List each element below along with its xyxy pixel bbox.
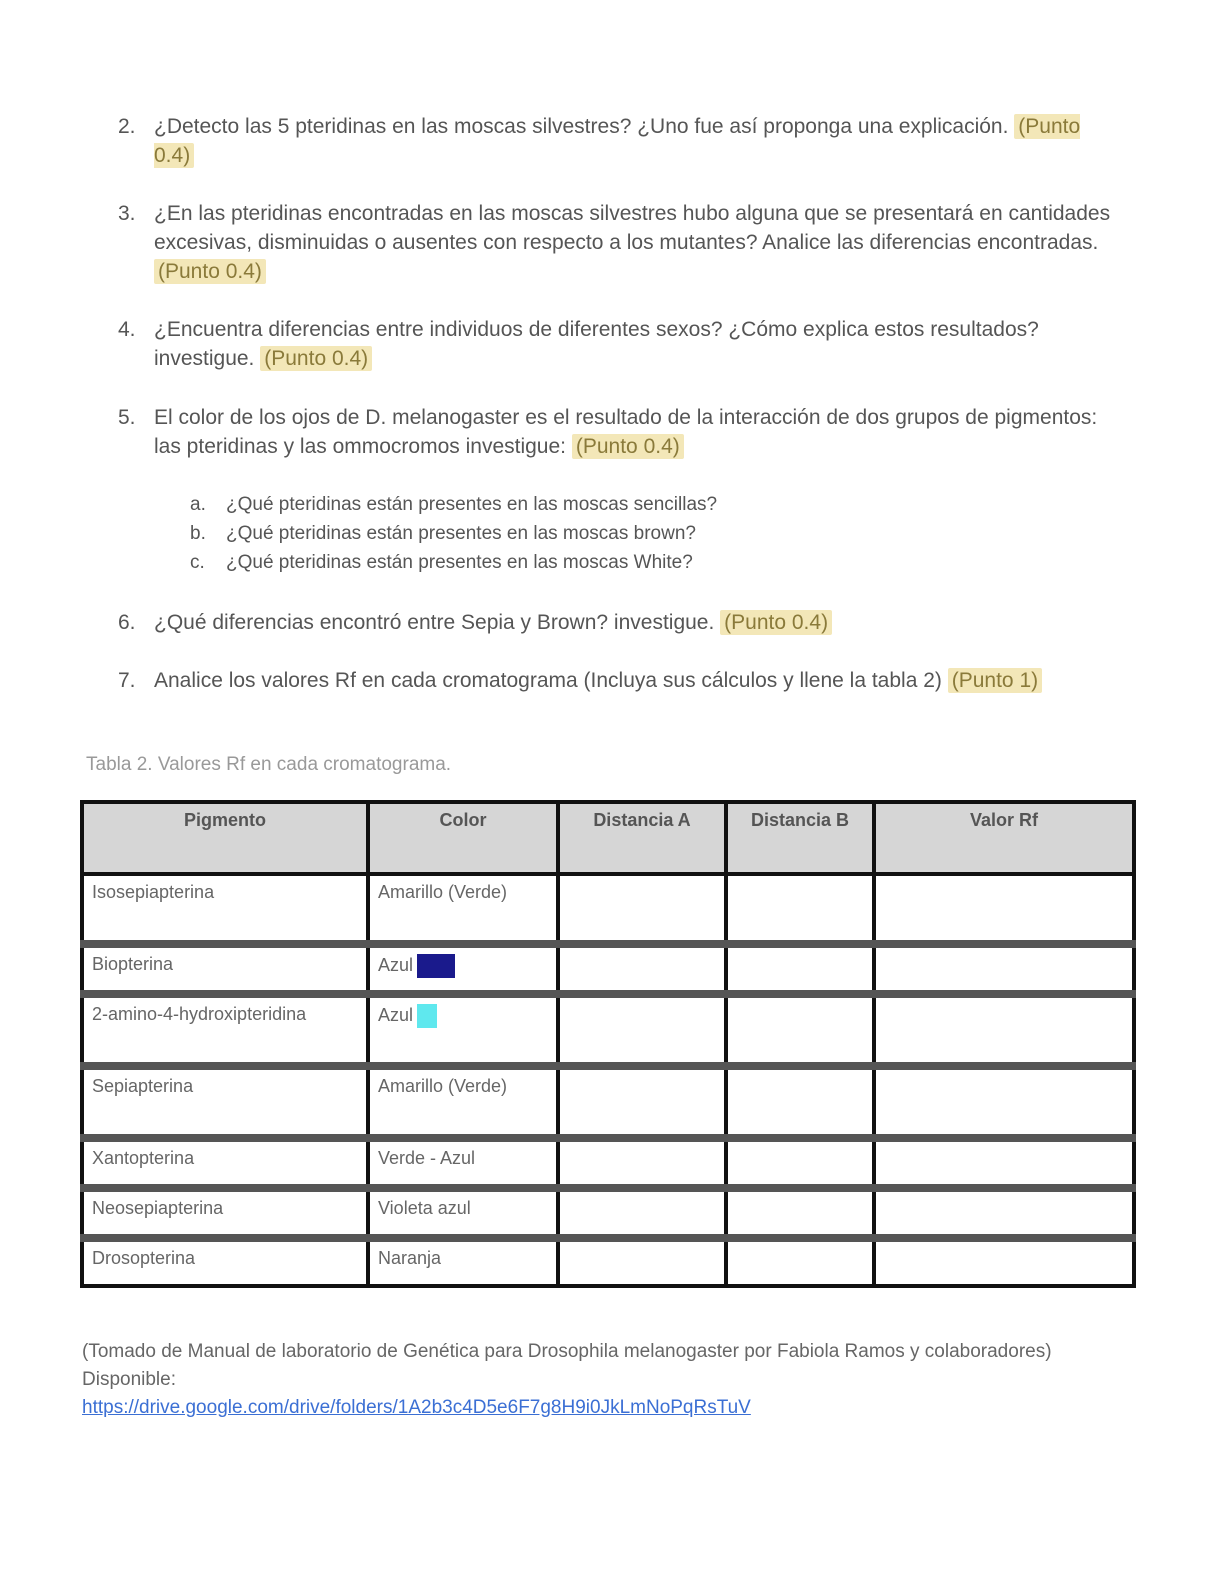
- question-6: [118, 608, 1118, 637]
- subitem-a: [190, 490, 890, 519]
- question-text: ¿Qué diferencias encontró entre Sepia y Brown? investigue.: [154, 611, 715, 634]
- distance-b-cell[interactable]: [726, 874, 874, 944]
- rf-value-cell[interactable]: [874, 874, 1134, 944]
- pigment-cell: Sepiapterina: [82, 1066, 368, 1138]
- points-tag: (Punto 0.4): [572, 434, 684, 459]
- table-row: [82, 1238, 1134, 1286]
- distance-b-cell[interactable]: [726, 1238, 874, 1286]
- color-swatch: [417, 954, 455, 978]
- source-note: [82, 1338, 1082, 1422]
- question-number: 3.: [118, 202, 136, 225]
- points-tag: (Punto 0.4): [260, 346, 372, 371]
- subitem-letter: a.: [190, 494, 206, 515]
- question-number: 7.: [118, 669, 136, 692]
- subitem-c: [190, 548, 890, 577]
- color-cell: Naranja: [368, 1238, 558, 1286]
- pigment-cell: Biopterina: [82, 944, 368, 994]
- table-header-row: [82, 802, 1134, 874]
- pigment-cell: Xantopterina: [82, 1138, 368, 1188]
- rf-value-cell[interactable]: [874, 1138, 1134, 1188]
- points-tag: (Punto 0.4): [154, 259, 266, 284]
- distance-a-cell[interactable]: [558, 1066, 726, 1138]
- color-cell: Amarillo (Verde): [368, 874, 558, 944]
- points-tag: (Punto 1): [948, 668, 1042, 693]
- header-color: Color: [368, 802, 558, 874]
- color-cell: Amarillo (Verde): [368, 1066, 558, 1138]
- distance-b-cell[interactable]: [726, 1138, 874, 1188]
- table-row: [82, 874, 1134, 944]
- source-citation: (Tomado de Manual de laboratorio de Genética para Drosophila melanogaster por Fabiola Ramos y colaboradores): [82, 1341, 1052, 1362]
- table-row: [82, 1066, 1134, 1138]
- header-distance-b: Distancia B: [726, 802, 874, 874]
- points-tag: (Punto 0.4): [154, 115, 1081, 167]
- distance-a-cell[interactable]: [558, 994, 726, 1066]
- question-text: ¿En las pteridinas encontradas en las moscas silvestres hubo alguna que se presentará en cantidades excesivas, disminuidas o ausentes con respecto a los mutantes? Analice las diferencias encontradas.: [154, 202, 1111, 254]
- distance-a-cell[interactable]: [558, 944, 726, 994]
- distance-a-cell[interactable]: [558, 1138, 726, 1188]
- distance-a-cell[interactable]: [558, 874, 726, 944]
- header-pigment: Pigmento: [82, 802, 368, 874]
- source-link[interactable]: https://drive.google.com/drive/folders/1A2b3c4D5e6F7g8H9i0JkLmNoPqRsTuV: [82, 1397, 751, 1418]
- table-row: [82, 944, 1134, 994]
- table-row: [82, 994, 1134, 1066]
- pigment-cell: Drosopterina: [82, 1238, 368, 1286]
- points-tag: (Punto 0.4): [720, 610, 832, 635]
- question-number: 6.: [118, 611, 136, 634]
- question-text: Analice los valores Rf en cada cromatograma (Incluya sus cálculos y llene la tabla 2): [154, 669, 942, 692]
- distance-b-cell[interactable]: [726, 1188, 874, 1238]
- color-cell: Violeta azul: [368, 1188, 558, 1238]
- distance-a-cell[interactable]: [558, 1238, 726, 1286]
- pigment-table: [80, 800, 1136, 1288]
- rf-value-cell[interactable]: [874, 944, 1134, 994]
- question-5: [118, 403, 1118, 461]
- question-2: [118, 112, 1118, 170]
- header-distance-a: Distancia A: [558, 802, 726, 874]
- question-text: ¿Encuentra diferencias entre individuos de diferentes sexos? ¿Cómo explica estos resultados? investigue.: [154, 318, 1039, 370]
- distance-a-cell[interactable]: [558, 1188, 726, 1238]
- table-caption: Tabla 2. Valores Rf en cada cromatograma.: [86, 754, 452, 775]
- table-row: [82, 1138, 1134, 1188]
- rf-value-cell[interactable]: [874, 994, 1134, 1066]
- color-cell: [368, 994, 558, 1066]
- color-cell: Verde - Azul: [368, 1138, 558, 1188]
- question-text: El color de los ojos de D. melanogaster es el resultado de la interacción de dos grupos de pigmentos: las pteridinas y las ommocromos investigue:: [154, 406, 1098, 458]
- pigment-cell: Isosepiapterina: [82, 874, 368, 944]
- question-text: ¿Detecto las 5 pteridinas en las moscas silvestres? ¿Uno fue así proponga una explicación.: [154, 115, 1009, 138]
- question-number: 2.: [118, 115, 136, 138]
- subitem-b: [190, 519, 890, 548]
- question-3: [118, 199, 1118, 286]
- header-rf-value: Valor Rf: [874, 802, 1134, 874]
- color-text: Azul: [378, 954, 414, 975]
- color-swatch: [417, 1004, 437, 1028]
- pigment-cell: 2-amino-4-hydroxipteridina: [82, 994, 368, 1066]
- color-text: Azul: [378, 1004, 414, 1025]
- rf-value-cell[interactable]: [874, 1238, 1134, 1286]
- subitem-letter: c.: [190, 552, 205, 573]
- subitem-letter: b.: [190, 523, 206, 544]
- rf-value-cell[interactable]: [874, 1188, 1134, 1238]
- distance-b-cell[interactable]: [726, 944, 874, 994]
- table-row: [82, 1188, 1134, 1238]
- question-4: [118, 315, 1118, 373]
- question-number: 4.: [118, 318, 136, 341]
- distance-b-cell[interactable]: [726, 994, 874, 1066]
- distance-b-cell[interactable]: [726, 1066, 874, 1138]
- question-7: [118, 666, 1118, 695]
- rf-value-cell[interactable]: [874, 1066, 1134, 1138]
- subitem-text: ¿Qué pteridinas están presentes en las moscas White?: [226, 552, 693, 573]
- pigment-cell: Neosepiapterina: [82, 1188, 368, 1238]
- source-available-label: Disponible:: [82, 1369, 176, 1390]
- question-number: 5.: [118, 406, 136, 429]
- subitem-text: ¿Qué pteridinas están presentes en las moscas sencillas?: [226, 494, 718, 515]
- subitem-text: ¿Qué pteridinas están presentes en las moscas brown?: [226, 523, 696, 544]
- color-cell: [368, 944, 558, 994]
